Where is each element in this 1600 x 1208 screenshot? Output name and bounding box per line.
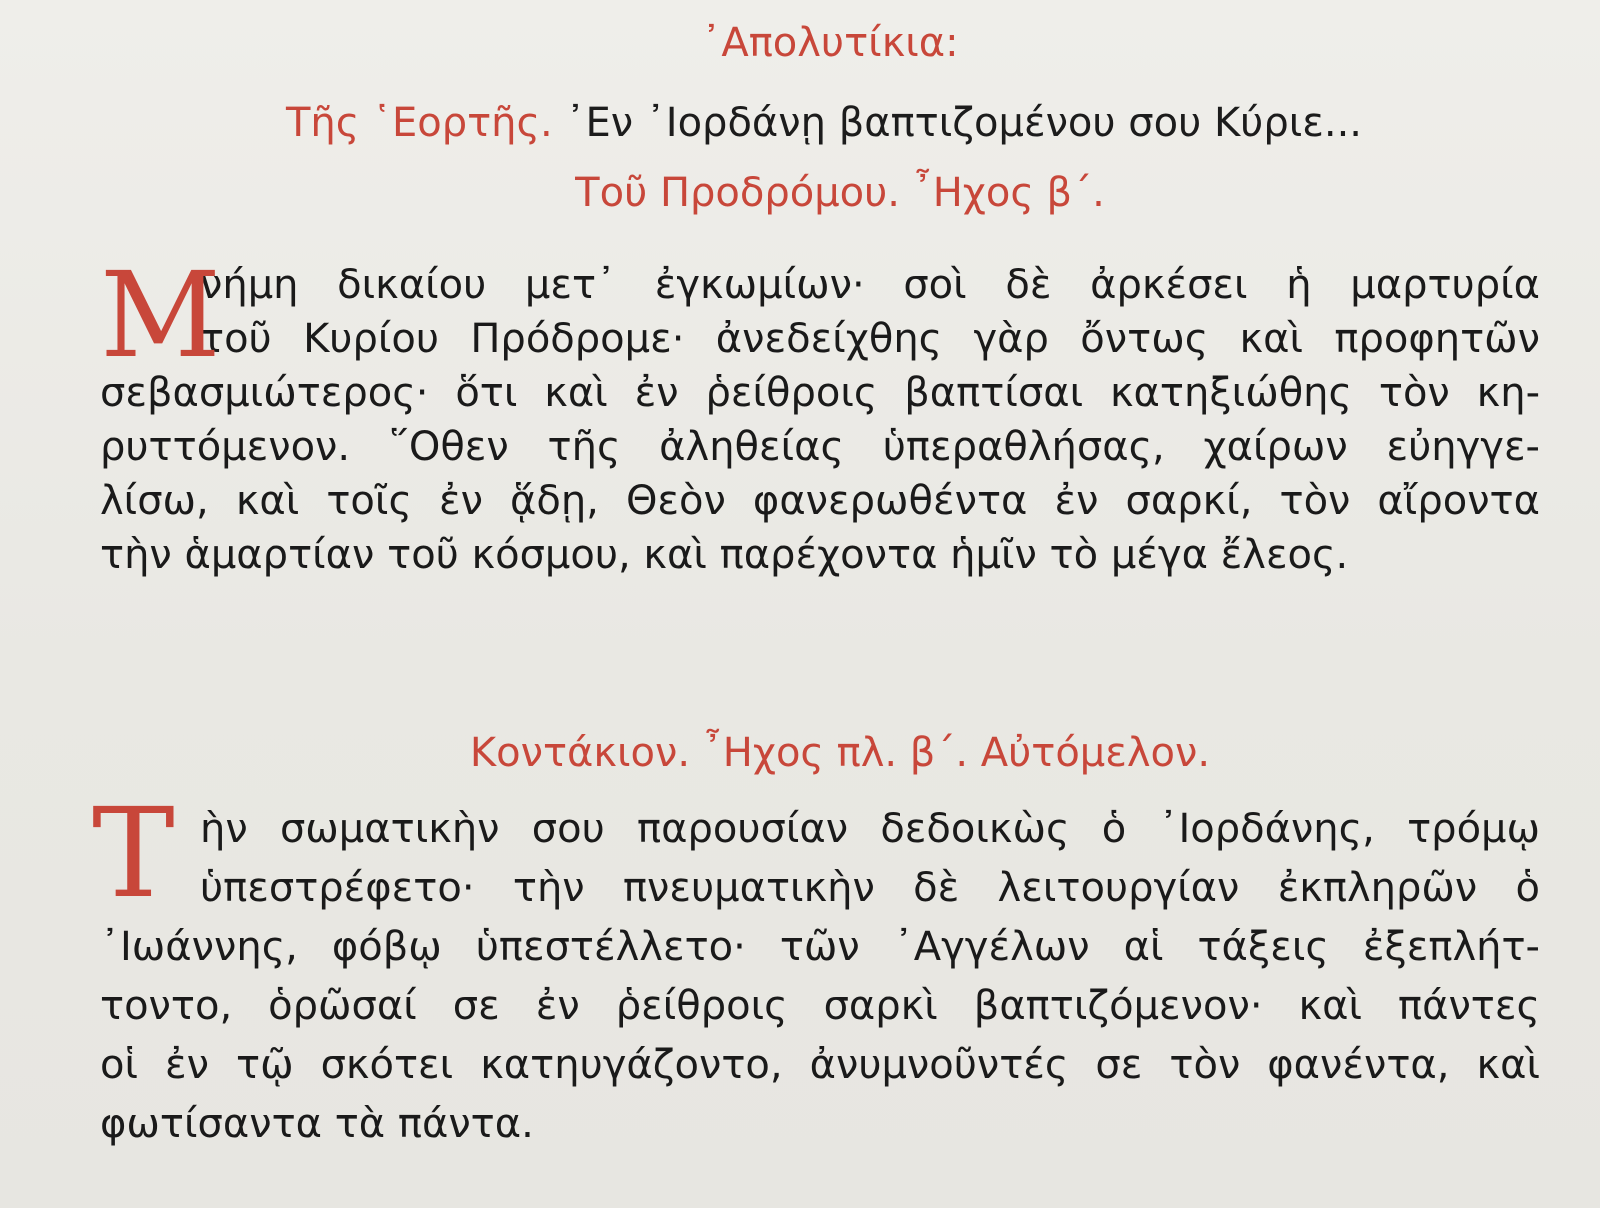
apolytikia-heading: ᾿Απολυτίκια: bbox=[701, 20, 959, 66]
text-line: τὴν ἁμαρτίαν τοῦ κόσμου, καὶ παρέχοντα ἡμῖν τὸ μέγα ἔλεος. bbox=[100, 532, 1349, 578]
feast-label: Τῆς ῾Εορτῆς. bbox=[285, 100, 553, 146]
text-line: λίσω, καὶ τοῖς ἐν ᾅδῃ, Θεὸν φανερωθέντα ἐν σαρκί, τὸν αἴροντα bbox=[100, 478, 1540, 524]
text-line: οἱ ἐν τῷ σκότει κατηυγάζοντο, ἀνυμνοῦντές σε τὸν φανέντα, καὶ bbox=[100, 1042, 1540, 1088]
text-line: ὑπεστρέφετο· τὴν πνευματικὴν δὲ λειτουργίαν ἐκπληρῶν ὁ bbox=[200, 865, 1540, 911]
kontakion-text bbox=[92, 782, 1540, 1154]
text-line: ᾿Ιωάννης, φόβῳ ὑπεστέλλετο· τῶν ᾿Αγγέλων αἱ τάξεις ἐξεπλήτ- bbox=[100, 924, 1540, 970]
drop-cap-initial: Τ bbox=[92, 782, 175, 926]
text-line: τοντο, ὁρῶσαί σε ἐν ῥείθροις σαρκὶ βαπτιζόμενον· καὶ πάντες bbox=[100, 983, 1540, 1029]
feast-apolytikion-line bbox=[24, 100, 1600, 146]
text-line: ὴν σωματικὴν σου παρουσίαν δεδοικὼς ὁ ᾿Ιορδάνης, τρόμῳ bbox=[200, 806, 1540, 852]
text-line: φωτίσαντα τὰ πάντα. bbox=[100, 1101, 534, 1147]
text-line: ρυττόμενον. ῞Οθεν τῆς ἀληθείας ὑπεραθλήσας, χαίρων εὐηγγε- bbox=[100, 424, 1540, 470]
drop-cap-initial: Μ bbox=[100, 246, 221, 384]
feast-incipit: ᾿Εν ᾿Ιορδάνῃ βαπτιζομένου σου Κύριε... bbox=[565, 100, 1363, 146]
text-line: νήμη δικαίου μετ᾿ ἐγκωμίων· σοὶ δὲ ἀρκέσει ἡ μαρτυρία bbox=[200, 262, 1540, 308]
text-line: τοῦ Κυρίου Πρόδρομε· ἀνεδείχθης γὰρ ὄντως καὶ προφητῶν bbox=[200, 316, 1540, 362]
apolytikion-prodromos-text bbox=[100, 246, 1540, 582]
prodromos-heading: Τοῦ Προδρόμου. ῏Ηχος β΄. bbox=[575, 170, 1105, 216]
kontakion-heading: Κοντάκιον. ῏Ηχος πλ. β΄. Αὐτόμελον. bbox=[469, 730, 1211, 776]
text-line: σεβασμιώτερος· ὅτι καὶ ἐν ῥείθροις βαπτίσαι κατηξιώθης τὸν κη- bbox=[100, 370, 1540, 416]
